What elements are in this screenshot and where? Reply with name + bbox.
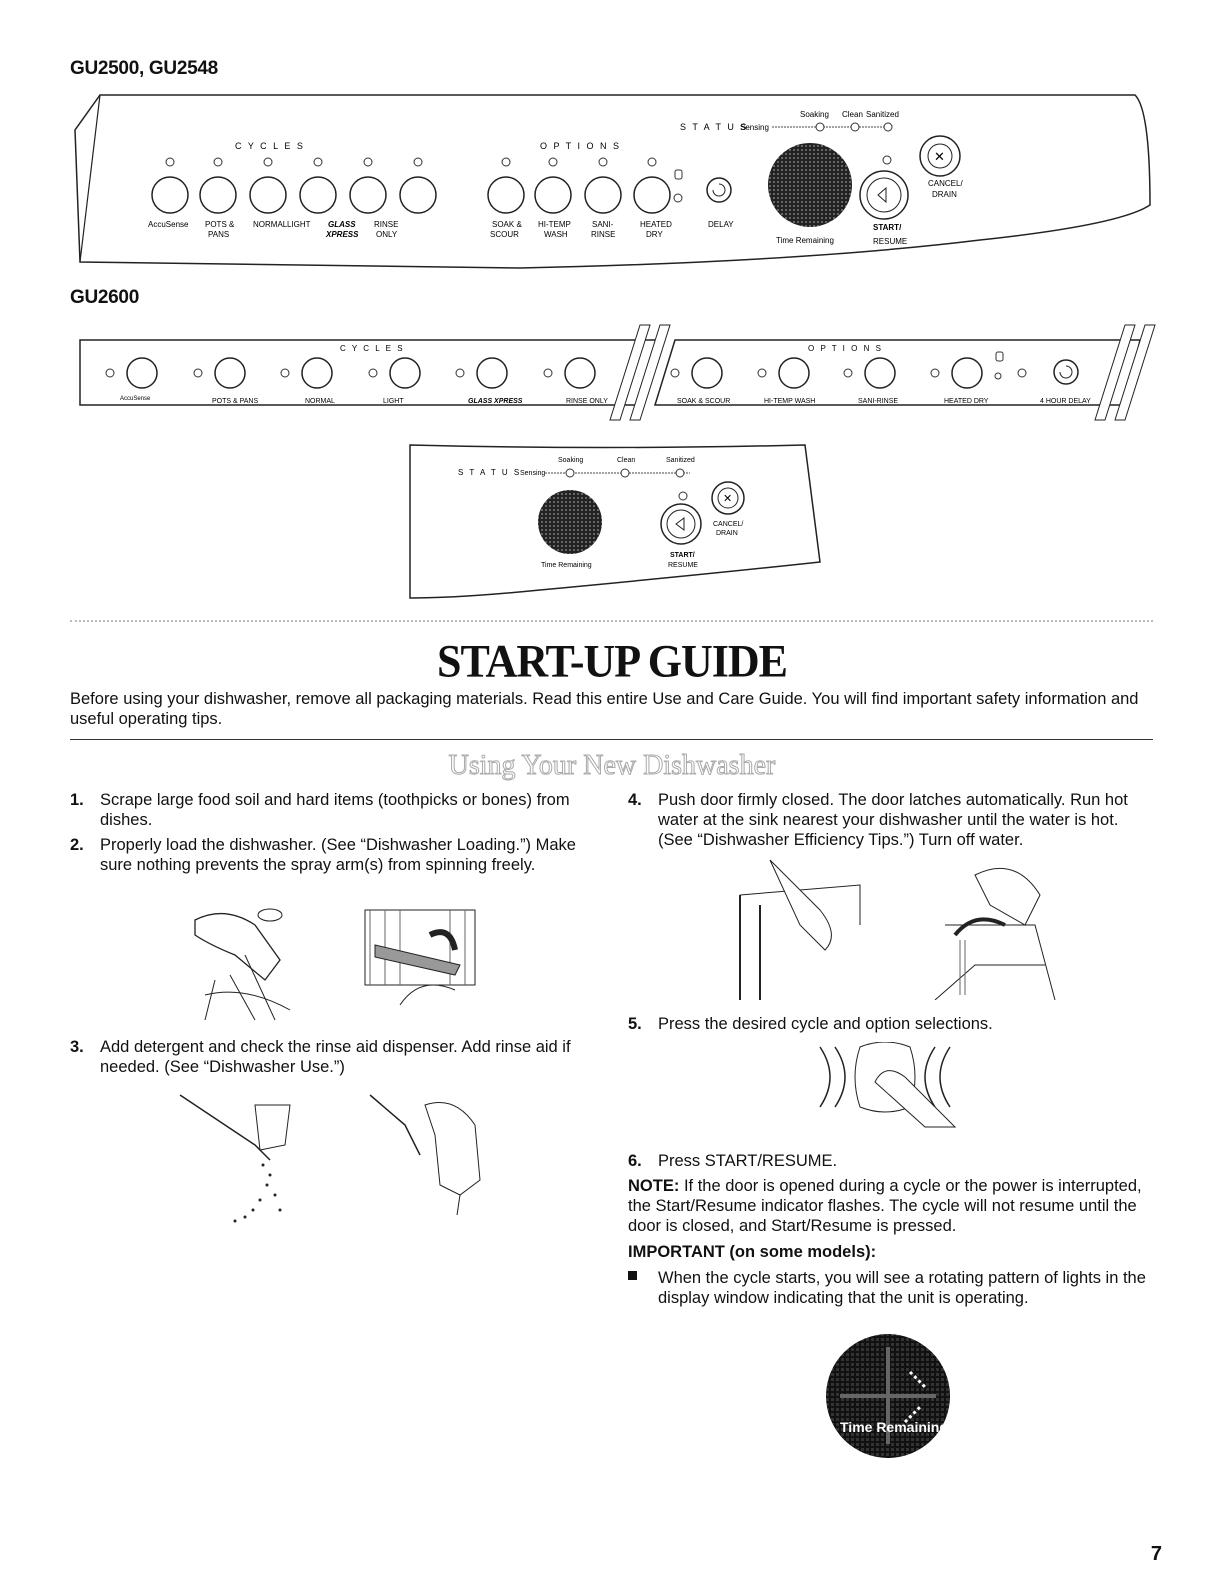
step-4-text: Push door firmly closed. The door latches automatically. Run hot water at the sink nearest your dishwasher until the water is hot. (See “Dishwasher Efficiency Tips.”) Turn off water. — [658, 791, 1128, 849]
lock-icon-bottom — [996, 352, 1003, 361]
cancel-icon: ✕ — [934, 149, 945, 164]
sani-rinse-button-bottom[interactable] — [865, 358, 895, 388]
cycle-button-6[interactable] — [400, 177, 436, 213]
section-heading: Using Your New Dishwasher — [448, 750, 776, 781]
step-6 — [628, 1151, 1153, 1171]
label-dry: DRY — [646, 230, 663, 239]
scrape-dishes-illustration — [185, 900, 295, 1025]
page-title: START-UP GUIDE — [437, 635, 787, 688]
label-b1: NORMAL — [305, 398, 335, 405]
step-2-text: Properly load the dishwasher. (See “Dishwasher Loading.”) Make sure nothing prevents the spray arm(s) from spinning freely. — [100, 836, 576, 874]
start-label-bottom: START/ — [670, 552, 695, 559]
glass-xpress-button-bottom[interactable] — [390, 358, 420, 388]
label-b4: RINSE ONLY — [566, 398, 608, 405]
step-1-number: 1. — [70, 791, 84, 809]
button-labels-bottom — [120, 396, 1091, 405]
resume-label-bottom: RESUME — [668, 562, 698, 569]
label-wash: WASH — [544, 230, 568, 239]
glass-xpress-button[interactable] — [300, 177, 336, 213]
note-text: If the door is opened during a cycle or the power is interrupted, the Start/Resume indicator flashes. The cycle will not resume until the door is closed, and Start/Resume is pressed. — [628, 1177, 1142, 1235]
cancel-icon-bottom: ✕ — [723, 493, 733, 505]
note-label: NOTE: — [628, 1177, 680, 1195]
accusense-label: AccuSense — [148, 220, 189, 229]
label-pots: POTS & — [205, 220, 235, 229]
model-label-top: GU2500, GU2548 — [70, 58, 218, 79]
display-time-remaining: Time Remaining — [840, 1419, 948, 1435]
step-4-number: 4. — [628, 791, 642, 809]
page-number: 7 — [1150, 1543, 1162, 1565]
rinse-aid-illustration — [365, 1085, 495, 1225]
cycle-button-6-bottom[interactable] — [565, 358, 595, 388]
label-delay: DELAY — [708, 220, 734, 229]
option-buttons-top — [488, 158, 731, 213]
control-panel-top — [0, 0, 1224, 280]
label-b9: 4 HOUR DELAY — [1040, 398, 1091, 405]
status-label-bottom: S T A T U S — [458, 468, 522, 477]
step-4 — [628, 790, 1153, 850]
delay-button-bottom[interactable] — [1054, 360, 1078, 384]
step-2 — [70, 835, 580, 875]
light-button-bottom[interactable] — [302, 358, 332, 388]
pots-pans-button-bottom[interactable] — [127, 358, 157, 388]
normal-button[interactable] — [200, 177, 236, 213]
cycle-buttons-top — [152, 158, 436, 213]
rinse-only-button[interactable] — [350, 177, 386, 213]
run-water-illustration — [915, 855, 1065, 1000]
label-pans: PANS — [208, 230, 230, 239]
label-b3: GLASS XPRESS — [468, 398, 523, 405]
label-rinse: RINSE — [374, 220, 399, 229]
label-heated: HEATED — [640, 220, 672, 229]
clean-label: Clean — [842, 110, 863, 119]
heated-dry-button[interactable] — [634, 177, 670, 213]
resume-label: RESUME — [873, 237, 908, 246]
bullet-item — [628, 1268, 1153, 1308]
step-5-text: Press the desired cycle and option selections. — [658, 1015, 993, 1033]
status-display-bottom — [538, 490, 602, 554]
buttons-bottom — [106, 352, 1078, 388]
step-6-text: Press START/RESUME. — [658, 1152, 838, 1170]
drain-label: DRAIN — [932, 190, 957, 199]
options-label-bottom: O P T I O N S — [808, 344, 883, 353]
label-b7: SANI-RINSE — [858, 398, 899, 405]
step-3-number: 3. — [70, 1038, 84, 1056]
time-remaining-label-bottom: Time Remaining — [541, 562, 592, 569]
status-display — [768, 143, 852, 227]
label-glass: GLASS — [328, 220, 356, 229]
lock-icon — [675, 170, 682, 179]
soaking-label: Soaking — [800, 110, 829, 119]
time-remaining-label: Time Remaining — [776, 236, 834, 245]
step-3-text: Add detergent and check the rinse aid dispenser. Add rinse aid if needed. (See “Dishwasher Use.”) — [100, 1038, 571, 1076]
cycles-label-bottom: C Y C L E S — [340, 344, 405, 353]
label-b5: SOAK & SCOUR — [677, 398, 731, 405]
label-soak: SOAK & — [492, 220, 522, 229]
label-rinse2: RINSE — [591, 230, 616, 239]
press-button-illustration — [815, 1042, 965, 1132]
heated-dry-button-bottom[interactable] — [952, 358, 982, 388]
label-b8: HEATED DRY — [944, 398, 989, 405]
options-label: O P T I O N S — [540, 141, 622, 151]
label-scour: SCOUR — [490, 230, 519, 239]
sensing-label: Sensing — [740, 123, 769, 132]
label-b2: LIGHT — [383, 398, 404, 405]
label-light: LIGHT — [287, 220, 311, 229]
label-xpress: XPRESS — [326, 230, 359, 239]
clean-label-bottom: Clean — [617, 457, 636, 464]
cancel-label-bottom: CANCEL/ — [713, 521, 744, 528]
hi-temp-wash-button-bottom[interactable] — [779, 358, 809, 388]
start-label: START/ — [873, 223, 902, 232]
intro-paragraph: Before using your dishwasher, remove all packaging materials. Read this entire Use and Care Guide. You will find important safety information and useful operating tips. — [70, 690, 1139, 728]
sanitized-label-bottom: Sanitized — [666, 457, 695, 464]
add-detergent-illustration — [175, 1085, 305, 1225]
rinse-only-button-bottom[interactable] — [477, 358, 507, 388]
important-label: IMPORTANT (on some models): — [628, 1243, 877, 1261]
soak-scour-button-bottom[interactable] — [692, 358, 722, 388]
cancel-label: CANCEL/ — [928, 179, 963, 188]
label-only: ONLY — [376, 230, 398, 239]
normal-button-bottom[interactable] — [215, 358, 245, 388]
label-b6: HI-TEMP WASH — [764, 398, 816, 405]
step-1 — [70, 790, 580, 830]
soak-scour-button[interactable] — [488, 177, 524, 213]
label-normal: NORMAL — [253, 220, 288, 229]
delay-button[interactable] — [707, 178, 731, 202]
label-sani: SANI- — [592, 220, 614, 229]
soaking-label-bottom: Soaking — [558, 457, 584, 464]
status-label: S T A T U S — [680, 122, 749, 132]
step-6-number: 6. — [628, 1152, 642, 1170]
step-3 — [70, 1037, 580, 1077]
cycles-label: C Y C L E S — [235, 141, 305, 151]
step-5-number: 5. — [628, 1015, 642, 1033]
step-1-text: Scrape large food soil and hard items (toothpicks or bones) from dishes. — [100, 791, 570, 829]
bullet-text: When the cycle starts, you will see a rotating pattern of lights in the display window indicating that the unit is operating. — [658, 1269, 1146, 1307]
sensing-label-bottom: Sensing — [520, 470, 546, 477]
light-button[interactable] — [250, 177, 286, 213]
hi-temp-wash-button[interactable] — [535, 177, 571, 213]
control-panel-bottom — [0, 300, 1224, 610]
close-door-illustration — [730, 855, 880, 1000]
label-hitemp: HI-TEMP — [538, 220, 571, 229]
sani-rinse-button[interactable] — [585, 177, 621, 213]
horizontal-rule — [70, 739, 1153, 740]
step-2-number: 2. — [70, 836, 84, 854]
sanitized-label: Sanitized — [866, 110, 899, 119]
step-5 — [628, 1014, 1153, 1034]
accusense-label-bottom: AccuSense — [120, 396, 151, 402]
dotted-divider — [70, 620, 1153, 622]
pots-pans-button[interactable] — [152, 177, 188, 213]
drain-label-bottom: DRAIN — [716, 530, 738, 537]
bullet-square-icon — [628, 1271, 637, 1280]
button-labels-top — [148, 220, 734, 239]
label-b0: POTS & PANS — [212, 398, 259, 405]
display-window-illustration — [820, 1332, 960, 1467]
load-dishwasher-illustration — [360, 905, 480, 1010]
model-label-bottom: GU2600 — [70, 287, 139, 308]
note-paragraph — [628, 1176, 1153, 1236]
